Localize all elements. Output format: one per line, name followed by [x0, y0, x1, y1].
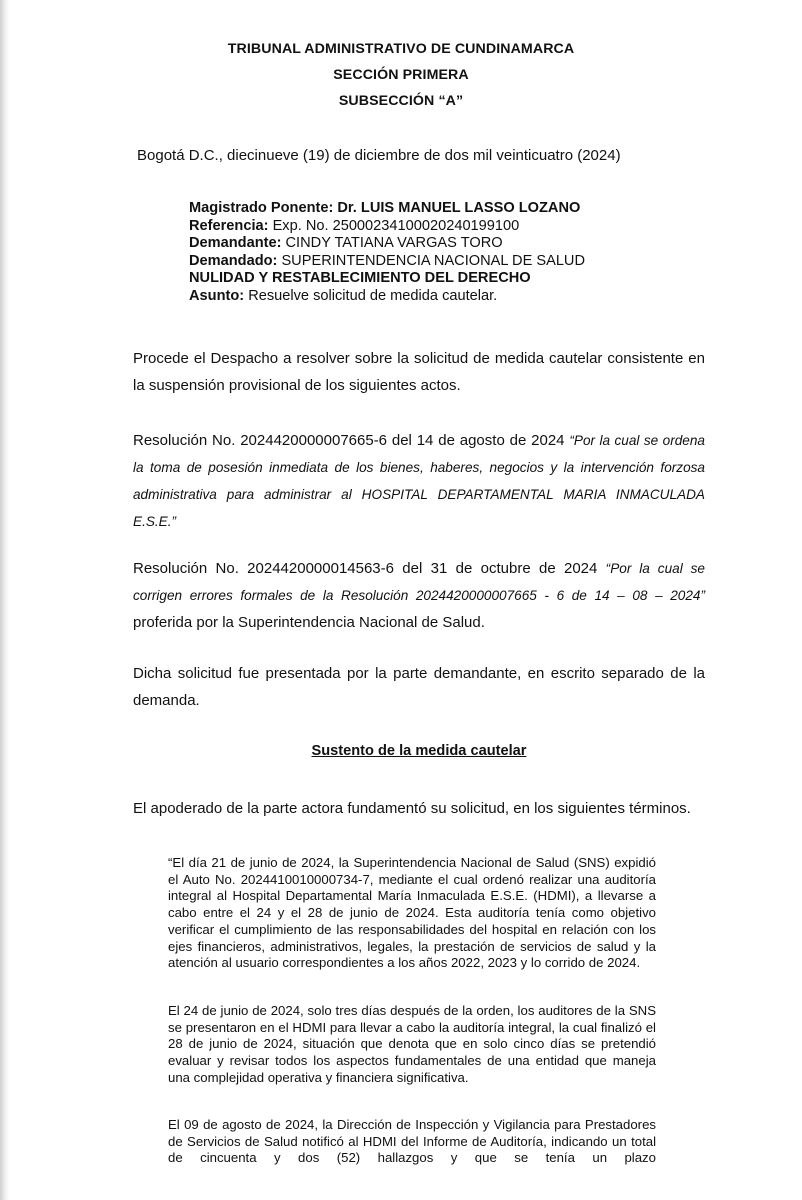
quote-paragraph-3: El 09 de agosto de 2024, la Dirección de Inspección y Vigilancia para Prestadores de Servicios de Salud notificó al HDMI del Informe de Auditoría, indicando un total de cincuenta y dos (52) hallazgos y que se tenía un plazo — [168, 1117, 656, 1166]
demandante-line — [189, 235, 585, 253]
medio-control-line — [189, 270, 585, 288]
demandado-label: Demandado: — [189, 252, 278, 269]
court-subsection: SUBSECCIÓN “A” — [338, 93, 464, 109]
asunto-label: Asunto: — [189, 287, 245, 304]
case-metadata — [189, 200, 585, 306]
quote-paragraph-1: “El día 21 de junio de 2024, la Superintendencia Nacional de Salud (SNS) expidió el Auto No. 2024410010000734-7, mediante el cual ordenó realizar una auditoría integral al Hospital Departamental María Inmaculada E.S.E. (HDMI), a llevarse a cabo entre el 24 y el 28 de junio de 2024. Esta auditoría tenía como objetivo verificar el cumplimiento de las responsabilidades del hospital en relación con los ejes financieros, administrativos, legales, la prestación de servicios de salud y la atención al usuario correspondientes a los años 2022, 2023 y lo corrido de 2024. — [168, 855, 656, 971]
section-title: Sustento de la medida cautelar — [311, 743, 527, 759]
quote-paragraph-2: El 24 de junio de 2024, solo tres días después de la orden, los auditores de la SNS se presentaron en el HDMI para llevar a cabo la auditoría integral, la cual finalizó el 28 de junio de 2024, situación que denota que en solo cinco días se pretendió evaluar y revisar todos los aspectos fundamentales de una entidad que maneja una complejidad operativa y financiera significativa. — [168, 1003, 656, 1085]
resolucion-1-paragraph — [133, 427, 705, 535]
asunto-value: Resuelve solicitud de medida cautelar. — [248, 287, 498, 304]
referencia-line — [189, 218, 585, 236]
demandado-value: SUPERINTENDENCIA NACIONAL DE SALUD — [281, 252, 586, 269]
resolucion-2-paragraph — [133, 555, 705, 636]
resolucion-2-tail: proferida por la Superintendencia Nacional de Salud. — [133, 614, 485, 631]
medio-control: NULIDAD Y RESTABLECIMIENTO DEL DERECHO — [189, 270, 531, 287]
demandado-line — [189, 253, 585, 271]
intro-paragraph: Procede el Despacho a resolver sobre la solicitud de medida cautelar consistente en la suspensión provisional de los siguientes actos. — [133, 350, 705, 394]
court-section: SECCIÓN PRIMERA — [333, 67, 469, 83]
solicitud-paragraph: Dicha solicitud fue presentada por la parte demandante, en escrito separado de la demanda. — [133, 665, 705, 709]
referencia-label: Referencia: — [189, 217, 269, 234]
magistrado-line — [189, 200, 585, 218]
resolucion-2-quote: “Por la cual se corrigen errores formales de la Resolución 2024420000007665 - 6 de 14 – 08 – 2024” — [133, 561, 705, 603]
court-header — [0, 36, 802, 114]
document-date: Bogotá D.C., diecinueve (19) de diciembre de dos mil veinticuatro (2024) — [137, 147, 621, 164]
asunto-line — [189, 288, 585, 306]
resolucion-1-text: Resolución No. 2024420000007665-6 del 14 de agosto de 2024 — [133, 432, 565, 449]
court-name: TRIBUNAL ADMINISTRATIVO DE CUNDINAMARCA — [227, 41, 575, 57]
apoderado-paragraph: El apoderado de la parte actora fundamentó su solicitud, en los siguientes términos. — [133, 800, 691, 817]
magistrado-label: Magistrado Ponente: — [189, 200, 334, 216]
demandante-label: Demandante: — [189, 235, 282, 252]
magistrado-value: Dr. LUIS MANUEL LASSO LOZANO — [337, 200, 581, 216]
referencia-value: Exp. No. 25000234100020240199100 — [272, 217, 520, 234]
resolucion-1-quote: “Por la cual se ordena la toma de posesión inmediata de los bienes, haberes, negocios y la intervención forzosa administrativa para administrar al HOSPITAL DEPARTAMENTAL MARIA INMACULADA E.S.E.” — [133, 433, 705, 529]
demandante-value: CINDY TATIANA VARGAS TORO — [285, 235, 503, 252]
resolucion-2-text: Resolución No. 2024420000014563-6 del 31 de octubre de 2024 — [133, 560, 598, 577]
